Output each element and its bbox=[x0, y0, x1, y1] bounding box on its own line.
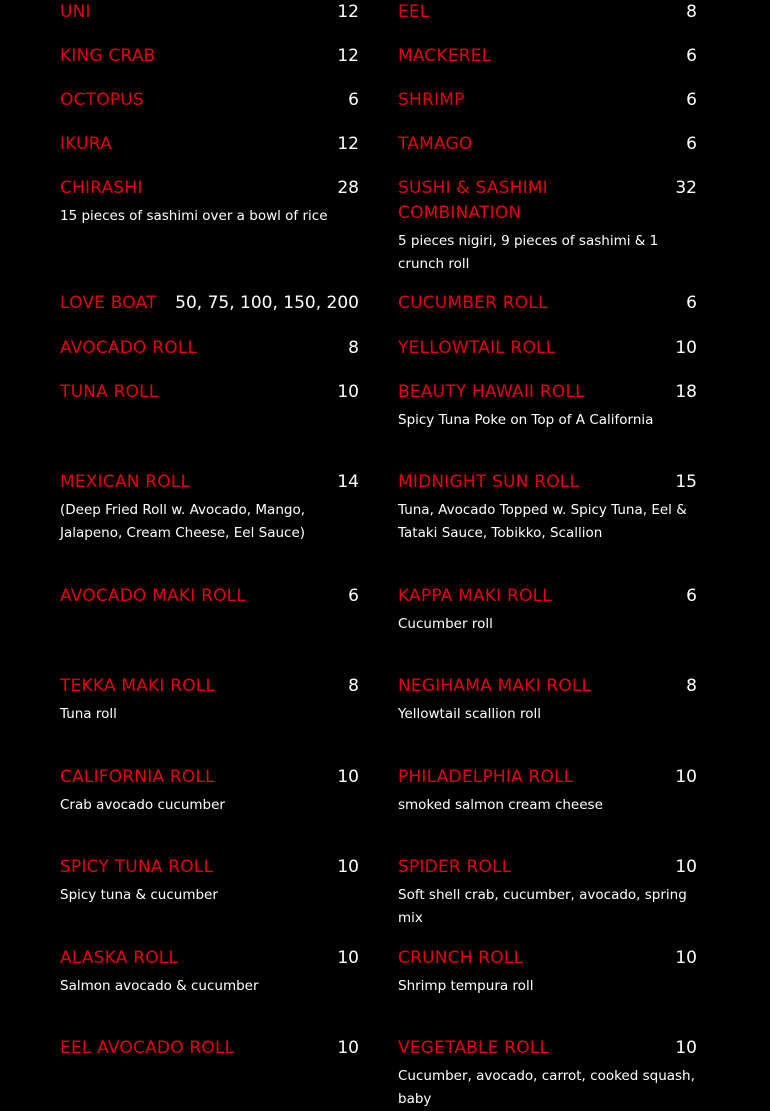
menu-item bbox=[398, 584, 697, 636]
item-name: VEGETABLE ROLL bbox=[398, 1038, 550, 1058]
item-name: CHIRASHI bbox=[60, 178, 143, 198]
menu-item bbox=[60, 584, 359, 609]
item-description: Spicy Tuna Poke on Top of A California bbox=[398, 412, 654, 428]
item-name: SUSHI & SASHIMI COMBINATION bbox=[398, 178, 548, 223]
menu-item bbox=[398, 176, 697, 276]
menu-item bbox=[398, 855, 697, 930]
item-price: 10 bbox=[675, 338, 697, 358]
item-price: 10 bbox=[337, 767, 359, 787]
item-price: 10 bbox=[675, 1038, 697, 1058]
item-price: 18 bbox=[675, 382, 697, 402]
item-price: 6 bbox=[686, 46, 697, 66]
item-description: 5 pieces nigiri, 9 pieces of sashimi & 1 crunch roll bbox=[398, 233, 659, 272]
item-price: 10 bbox=[675, 948, 697, 968]
item-name: OCTOPUS bbox=[60, 90, 144, 110]
item-name: IKURA bbox=[60, 134, 112, 154]
item-price: 12 bbox=[337, 46, 359, 66]
item-description: Cucumber, avocado, carrot, cooked squash, baby bbox=[398, 1068, 695, 1107]
item-price: 6 bbox=[686, 90, 697, 110]
menu-item bbox=[398, 336, 697, 361]
menu-item bbox=[398, 674, 697, 726]
item-price: 8 bbox=[686, 2, 697, 22]
item-name: NEGIHAMA MAKI ROLL bbox=[398, 676, 592, 696]
item-name: CRUNCH ROLL bbox=[398, 948, 524, 968]
menu-item bbox=[398, 291, 697, 316]
menu-item bbox=[398, 470, 697, 545]
item-price: 8 bbox=[686, 676, 697, 696]
item-description: Salmon avocado & cucumber bbox=[60, 978, 259, 994]
menu-item bbox=[398, 1036, 697, 1111]
item-name: UNI bbox=[60, 2, 91, 22]
item-name: AVOCADO ROLL bbox=[60, 338, 198, 358]
item-price: 10 bbox=[337, 382, 359, 402]
item-price: 8 bbox=[348, 676, 359, 696]
item-name: TUNA ROLL bbox=[60, 382, 159, 402]
item-price: 8 bbox=[348, 338, 359, 358]
item-name: EEL AVOCADO ROLL bbox=[60, 1038, 235, 1058]
item-description: Yellowtail scallion roll bbox=[398, 706, 542, 722]
item-description: Tuna, Avocado Topped w. Spicy Tuna, Eel & Tataki Sauce, Tobikko, Scallion bbox=[398, 502, 687, 541]
item-name: PHILADELPHIA ROLL bbox=[398, 767, 574, 787]
menu-item bbox=[398, 88, 697, 113]
menu-item bbox=[60, 0, 359, 25]
item-price: 12 bbox=[337, 134, 359, 154]
menu-item bbox=[60, 132, 359, 157]
item-price: 6 bbox=[348, 90, 359, 110]
item-name: SPICY TUNA ROLL bbox=[60, 857, 214, 877]
item-description: 15 pieces of sashimi over a bowl of rice bbox=[60, 208, 328, 224]
item-price: 10 bbox=[337, 857, 359, 877]
item-name: KING CRAB bbox=[60, 46, 156, 66]
item-description: (Deep Fried Roll w. Avocado, Mango, Jalapeno, Cream Cheese, Eel Sauce) bbox=[60, 502, 306, 541]
item-name: YELLOWTAIL ROLL bbox=[398, 338, 556, 358]
item-name: MACKEREL bbox=[398, 46, 492, 66]
item-name: LOVE BOAT bbox=[60, 293, 157, 313]
item-description: Shrimp tempura roll bbox=[398, 978, 534, 994]
menu-item bbox=[60, 336, 359, 361]
menu-item bbox=[60, 88, 359, 113]
item-price: 6 bbox=[348, 586, 359, 606]
menu-item bbox=[60, 855, 359, 907]
item-description: Spicy tuna & cucumber bbox=[60, 887, 218, 903]
menu-item bbox=[60, 176, 359, 228]
item-description: Crab avocado cucumber bbox=[60, 797, 225, 813]
item-price: 14 bbox=[337, 472, 359, 492]
item-name: CUCUMBER ROLL bbox=[398, 293, 548, 313]
item-price: 50, 75, 100, 150, 200 bbox=[175, 293, 359, 313]
item-price: 6 bbox=[686, 586, 697, 606]
item-description: Tuna roll bbox=[60, 706, 117, 722]
menu-item bbox=[60, 1036, 359, 1061]
item-price: 6 bbox=[686, 293, 697, 313]
item-name: KAPPA MAKI ROLL bbox=[398, 586, 552, 606]
menu-item bbox=[60, 470, 359, 545]
item-name: TEKKA MAKI ROLL bbox=[60, 676, 216, 696]
menu-item bbox=[60, 44, 359, 69]
menu-item bbox=[398, 44, 697, 69]
item-price: 10 bbox=[675, 857, 697, 877]
menu-item bbox=[60, 946, 359, 998]
item-price: 12 bbox=[337, 2, 359, 22]
item-price: 28 bbox=[337, 178, 359, 198]
menu-item bbox=[398, 380, 697, 432]
menu-item bbox=[60, 291, 359, 316]
menu-item bbox=[60, 765, 359, 817]
menu-item bbox=[398, 765, 697, 817]
item-price: 15 bbox=[675, 472, 697, 492]
item-price: 10 bbox=[675, 767, 697, 787]
item-name: AVOCADO MAKI ROLL bbox=[60, 586, 247, 606]
menu-item bbox=[398, 946, 697, 998]
item-name: ALASKA ROLL bbox=[60, 948, 179, 968]
menu-item bbox=[60, 380, 359, 405]
menu-item bbox=[398, 132, 697, 157]
item-price: 6 bbox=[686, 134, 697, 154]
item-name: TAMAGO bbox=[398, 134, 473, 154]
item-description: Cucumber roll bbox=[398, 616, 493, 632]
item-name: CALIFORNIA ROLL bbox=[60, 767, 215, 787]
item-name: SPIDER ROLL bbox=[398, 857, 512, 877]
item-price: 32 bbox=[675, 178, 697, 198]
menu-item bbox=[398, 0, 697, 25]
item-name: SHRIMP bbox=[398, 90, 465, 110]
item-description: smoked salmon cream cheese bbox=[398, 797, 603, 813]
item-name: MIDNIGHT SUN ROLL bbox=[398, 472, 580, 492]
menu-item bbox=[60, 674, 359, 726]
item-description: Soft shell crab, cucumber, avocado, spring mix bbox=[398, 887, 687, 926]
item-price: 10 bbox=[337, 948, 359, 968]
item-price: 10 bbox=[337, 1038, 359, 1058]
item-name: BEAUTY HAWAII ROLL bbox=[398, 382, 585, 402]
item-name: MEXICAN ROLL bbox=[60, 472, 191, 492]
item-name: EEL bbox=[398, 2, 430, 22]
